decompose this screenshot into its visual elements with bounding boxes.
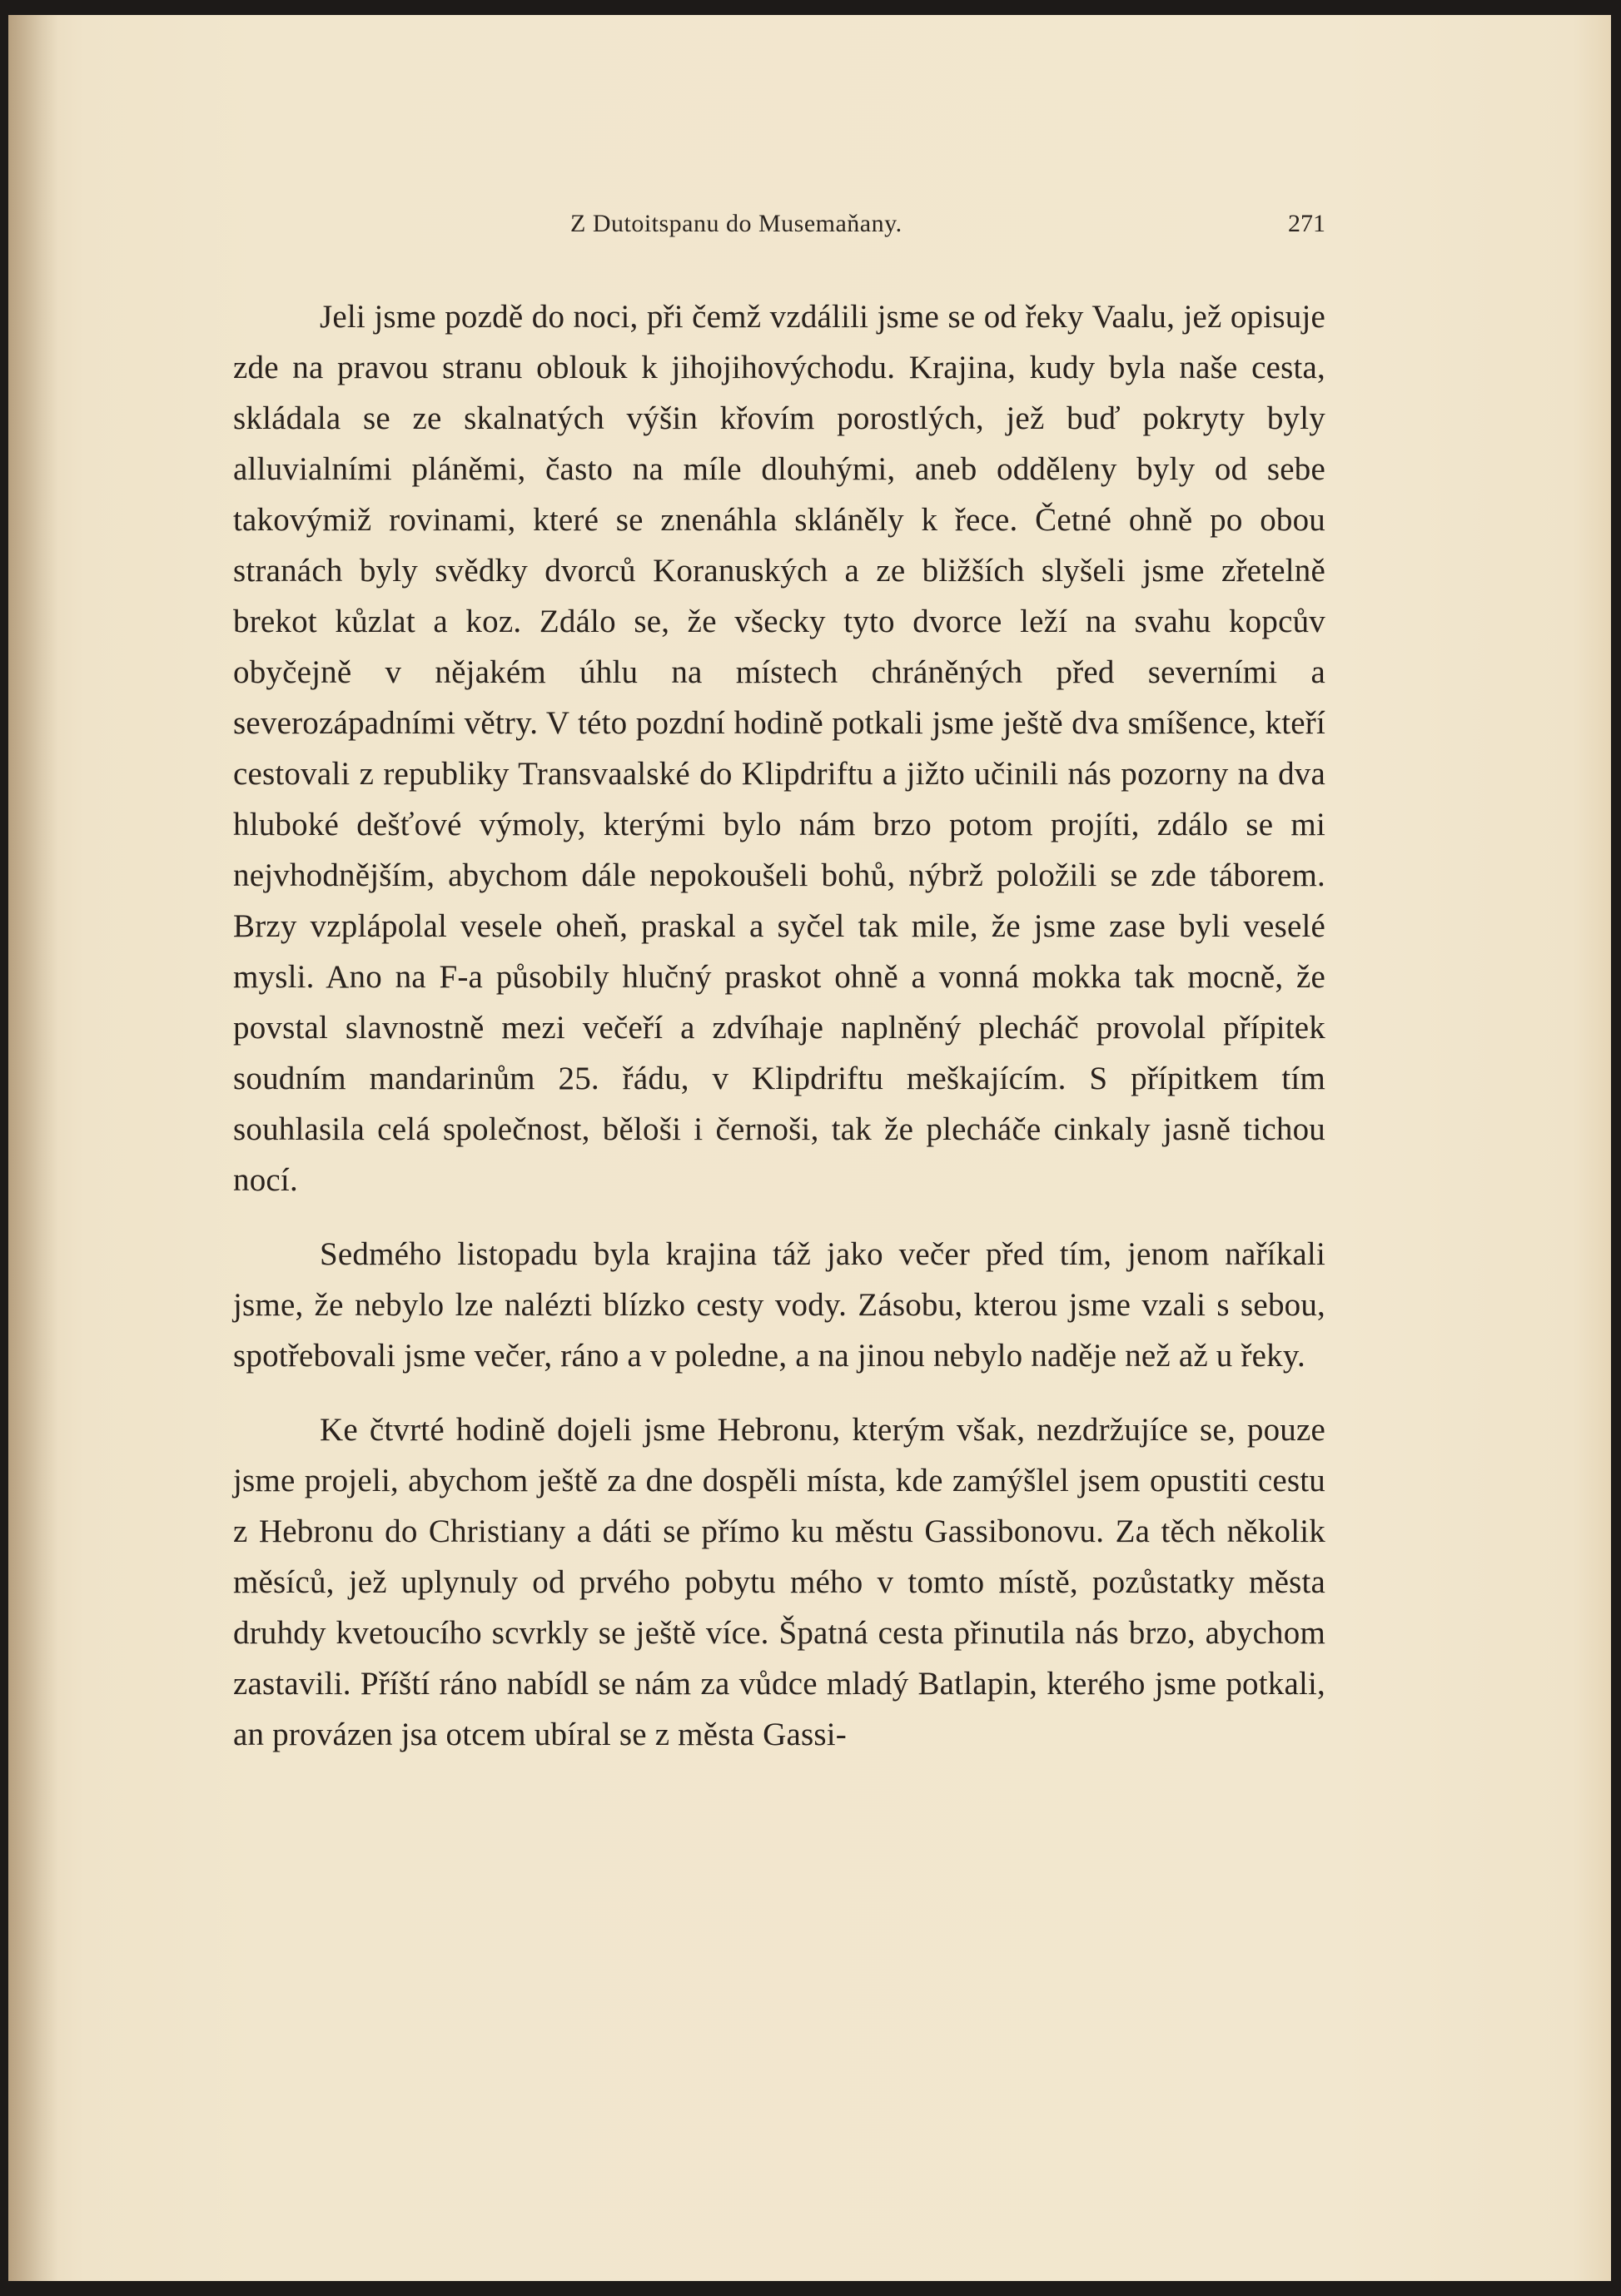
page-number: 271 <box>1288 210 1325 237</box>
paragraph-2: Sedmého listopadu byla krajina táž jako večer před tím, jenom naříkali jsme, že nebylo lze nalézti blízko cesty vody. Zásobu, kterou jsme vzali s sebou, spotřebovali jsme večer, ráno a v poledne, a na jinou nebylo naděje než až u řeky. <box>233 1236 1325 1374</box>
running-head <box>233 210 1325 251</box>
paragraph-1: Jeli jsme pozdě do noci, při čemž vzdálili jsme se od řeky Vaalu, jež opisuje zde na pravou stranu oblouk k jihojihovýchodu. Krajina, kudy byla naše cesta, skládala se ze skalnatých výšin křovím porostlých, jež buď pokryty byly alluvialními pláněmi, často na míle dlouhými, aneb odděleny byly od sebe takovýmiž rovinami, které se znenáhla skláněly k řece. Četné ohně po obou stranách byly svědky dvorců Koranuských a ze bližších slyšeli jsme zřetelně brekot kůzlat a koz. Zdálo se, že všecky tyto dvorce leží na svahu kopcův obyčejně v nějakém úhlu na místech chráněných před severními a severozápadními větry. V této pozdní hodině potkali jsme ještě dva smíšence, kteří cestovali z republiky Transvaalské do Klipdriftu a jižto učinili nás pozorny na dva hluboké dešťové výmoly, kterými bylo nám brzo potom projíti, zdálo se mi nejvhodnějším, abychom dále nepokoušeli bohů, nýbrž položili se zde táborem. Brzy vzplápolal vesele oheň, praskal a syčel tak mile, že jsme zase byli veselé mysli. Ano na F-a působily hlučný praskot ohně a vonná mokka tak mocně, že povstal slavnostně mezi večeří a zdvíhaje naplněný plecháč provolal přípitek soudním mandarinům 25. řádu, v Klipdriftu meškajícím. S přípitkem tím souhlasila celá společnost, běloši i černoši, tak že plecháče cinkaly jasně tichou nocí. <box>233 299 1325 1198</box>
running-head-title: Z Dutoitspanu do Musemaňany. <box>570 210 902 237</box>
body-text <box>233 291 1325 1760</box>
paragraph-3: Ke čtvrté hodině dojeli jsme Hebronu, kterým však, nezdržujíce se, pouze jsme projeli, abychom ještě za dne dospěli místa, kde zamýšlel jsem opustiti cestu z Hebronu do Christiany a dáti se přímo ku městu Gassibonovu. Za těch několik měsíců, jež uplynuly od prvého pobytu mého v tomto místě, pozůstatky města druhdy kvetoucího scvrkly se ještě více. Špatná cesta přinutila nás brzo, abychom zastavili. Příští ráno nabídl se nám za vůdce mladý Batlapin, kterého jsme potkali, an provázen jsa otcem ubíral se z města Gassi- <box>233 1412 1325 1752</box>
gutter-shadow <box>8 15 58 2281</box>
